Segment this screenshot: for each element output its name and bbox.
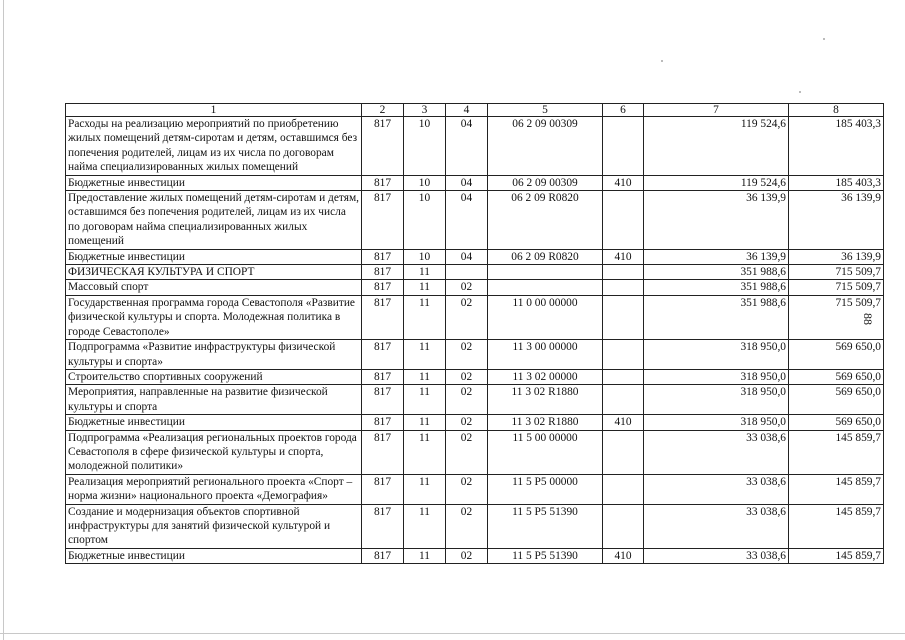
cell-subsection: 02 — [446, 295, 488, 339]
scan-speck — [823, 38, 825, 40]
cell-expense-type — [603, 265, 644, 280]
cell-name: Бюджетные инвестиции — [66, 548, 362, 563]
cell-target-article: 11 5 P5 51390 — [488, 504, 603, 548]
table-header-row — [66, 104, 884, 117]
cell-amount-year-2: 569 650,0 — [789, 385, 884, 415]
cell-subsection — [446, 265, 488, 280]
cell-target-article — [488, 265, 603, 280]
header-cell: 8 — [789, 104, 884, 117]
cell-amount-year-1: 318 950,0 — [644, 340, 789, 370]
cell-expense-type — [603, 117, 644, 176]
cell-name: Предоставление жилых помещений детям-сиротам и детям, оставшимся без попечения родителей, лицам из их числа по договорам найма специализированных жилых помещений — [66, 191, 362, 250]
table-body — [66, 104, 884, 564]
cell-subsection: 02 — [446, 548, 488, 563]
cell-expense-type — [603, 369, 644, 384]
cell-section: 10 — [404, 117, 446, 176]
cell-section: 11 — [404, 548, 446, 563]
cell-subsection: 02 — [446, 430, 488, 474]
cell-subsection: 04 — [446, 191, 488, 250]
cell-section: 11 — [404, 280, 446, 295]
table-row — [66, 340, 884, 370]
cell-subsection: 04 — [446, 117, 488, 176]
header-cell: 5 — [488, 104, 603, 117]
cell-amount-year-2: 185 403,3 — [789, 117, 884, 176]
table-row — [66, 415, 884, 430]
cell-expense-type — [603, 474, 644, 504]
cell-name: Подпрограмма «Развитие инфраструктуры физической культуры и спорта» — [66, 340, 362, 370]
cell-amount-year-1: 318 950,0 — [644, 385, 789, 415]
cell-name: Реализация мероприятий регионального проекта «Спорт – норма жизни» национального проекта «Демография» — [66, 474, 362, 504]
cell-admin-code: 817 — [362, 504, 404, 548]
cell-amount-year-2: 715 509,7 — [789, 265, 884, 280]
cell-admin-code: 817 — [362, 265, 404, 280]
cell-name: Массовый спорт — [66, 280, 362, 295]
cell-expense-type: 410 — [603, 415, 644, 430]
cell-admin-code: 817 — [362, 117, 404, 176]
cell-target-article: 11 5 00 00000 — [488, 430, 603, 474]
cell-section: 11 — [404, 295, 446, 339]
cell-section: 11 — [404, 504, 446, 548]
header-cell: 4 — [446, 104, 488, 117]
cell-section: 10 — [404, 175, 446, 190]
cell-subsection: 04 — [446, 175, 488, 190]
header-cell: 2 — [362, 104, 404, 117]
cell-amount-year-2: 715 509,7 — [789, 280, 884, 295]
cell-amount-year-2: 715 509,7 — [789, 295, 884, 339]
cell-subsection: 04 — [446, 249, 488, 264]
cell-expense-type — [603, 340, 644, 370]
header-cell: 7 — [644, 104, 789, 117]
cell-expense-type: 410 — [603, 548, 644, 563]
cell-admin-code: 817 — [362, 369, 404, 384]
table-row — [66, 117, 884, 176]
cell-subsection: 02 — [446, 504, 488, 548]
table-row — [66, 385, 884, 415]
cell-target-article — [488, 280, 603, 295]
cell-subsection: 02 — [446, 474, 488, 504]
cell-expense-type — [603, 430, 644, 474]
cell-target-article: 06 2 09 00309 — [488, 117, 603, 176]
cell-amount-year-2: 36 139,9 — [789, 191, 884, 250]
table-row — [66, 504, 884, 548]
cell-section: 11 — [404, 385, 446, 415]
cell-amount-year-1: 318 950,0 — [644, 415, 789, 430]
header-cell: 6 — [603, 104, 644, 117]
page-number — [861, 308, 875, 330]
cell-subsection: 02 — [446, 415, 488, 430]
cell-expense-type — [603, 191, 644, 250]
cell-target-article: 11 5 P5 00000 — [488, 474, 603, 504]
cell-target-article: 06 2 09 R0820 — [488, 249, 603, 264]
header-cell: 1 — [66, 104, 362, 117]
cell-target-article: 11 3 00 00000 — [488, 340, 603, 370]
scan-speck — [661, 60, 663, 62]
cell-amount-year-2: 569 650,0 — [789, 415, 884, 430]
cell-amount-year-1: 33 038,6 — [644, 474, 789, 504]
table-row — [66, 175, 884, 190]
cell-amount-year-2: 36 139,9 — [789, 249, 884, 264]
cell-amount-year-1: 351 988,6 — [644, 265, 789, 280]
cell-amount-year-1: 351 988,6 — [644, 280, 789, 295]
cell-amount-year-1: 318 950,0 — [644, 369, 789, 384]
cell-name: Государственная программа города Севастополя «Развитие физической культуры и спорта. Молодежная политика в городе Севастополе» — [66, 295, 362, 339]
cell-admin-code: 817 — [362, 415, 404, 430]
cell-admin-code: 817 — [362, 430, 404, 474]
cell-admin-code: 817 — [362, 295, 404, 339]
cell-amount-year-1: 36 139,9 — [644, 191, 789, 250]
cell-target-article: 06 2 09 R0820 — [488, 191, 603, 250]
scan-speck — [799, 91, 801, 93]
cell-target-article: 11 3 02 00000 — [488, 369, 603, 384]
cell-expense-type: 410 — [603, 249, 644, 264]
cell-target-article: 06 2 09 00309 — [488, 175, 603, 190]
cell-section: 11 — [404, 265, 446, 280]
cell-name: Бюджетные инвестиции — [66, 415, 362, 430]
budget-table — [65, 103, 884, 564]
cell-name: Создание и модернизация объектов спортивной инфраструктуры для занятий физической культурой и спортом — [66, 504, 362, 548]
cell-subsection: 02 — [446, 340, 488, 370]
cell-admin-code: 817 — [362, 249, 404, 264]
cell-target-article: 11 3 02 R1880 — [488, 385, 603, 415]
cell-name: Мероприятия, направленные на развитие физической культуры и спорта — [66, 385, 362, 415]
cell-expense-type — [603, 280, 644, 295]
cell-expense-type — [603, 385, 644, 415]
cell-name: Бюджетные инвестиции — [66, 175, 362, 190]
cell-name: Подпрограмма «Реализация региональных проектов города Севастополя в сфере физической культуры и спорта, молодежной политики» — [66, 430, 362, 474]
cell-amount-year-2: 185 403,3 — [789, 175, 884, 190]
cell-amount-year-1: 33 038,6 — [644, 504, 789, 548]
table-row — [66, 280, 884, 295]
cell-expense-type — [603, 504, 644, 548]
cell-expense-type — [603, 295, 644, 339]
cell-amount-year-2: 569 650,0 — [789, 340, 884, 370]
table-row — [66, 265, 884, 280]
cell-name: Расходы на реализацию мероприятий по приобретению жилых помещений детям-сиротам и детям, оставшимся без попечения родителей, лицам из их числа по договорам найма специализированных жилых помещений — [66, 117, 362, 176]
cell-admin-code: 817 — [362, 175, 404, 190]
cell-amount-year-1: 36 139,9 — [644, 249, 789, 264]
table-row — [66, 430, 884, 474]
cell-subsection: 02 — [446, 280, 488, 295]
cell-subsection: 02 — [446, 385, 488, 415]
cell-amount-year-2: 145 859,7 — [789, 548, 884, 563]
page-number-text: 88 — [861, 313, 875, 325]
table-row — [66, 369, 884, 384]
table-row — [66, 191, 884, 250]
cell-admin-code: 817 — [362, 548, 404, 563]
table-row — [66, 548, 884, 563]
table-row — [66, 249, 884, 264]
cell-amount-year-2: 145 859,7 — [789, 430, 884, 474]
cell-amount-year-1: 351 988,6 — [644, 295, 789, 339]
cell-section: 11 — [404, 474, 446, 504]
cell-amount-year-1: 119 524,6 — [644, 117, 789, 176]
cell-section: 10 — [404, 191, 446, 250]
cell-amount-year-2: 569 650,0 — [789, 369, 884, 384]
scan-edge-bottom — [0, 633, 905, 634]
header-cell: 3 — [404, 104, 446, 117]
cell-subsection: 02 — [446, 369, 488, 384]
cell-section: 11 — [404, 415, 446, 430]
cell-amount-year-1: 119 524,6 — [644, 175, 789, 190]
table-row — [66, 474, 884, 504]
cell-amount-year-2: 145 859,7 — [789, 474, 884, 504]
cell-section: 11 — [404, 340, 446, 370]
cell-admin-code: 817 — [362, 280, 404, 295]
cell-name: Строительство спортивных сооружений — [66, 369, 362, 384]
cell-section: 11 — [404, 430, 446, 474]
cell-target-article: 11 3 02 R1880 — [488, 415, 603, 430]
cell-admin-code: 817 — [362, 385, 404, 415]
cell-section: 11 — [404, 369, 446, 384]
cell-amount-year-2: 145 859,7 — [789, 504, 884, 548]
cell-target-article: 11 0 00 00000 — [488, 295, 603, 339]
cell-admin-code: 817 — [362, 191, 404, 250]
cell-target-article: 11 5 P5 51390 — [488, 548, 603, 563]
cell-section: 10 — [404, 249, 446, 264]
cell-amount-year-1: 33 038,6 — [644, 430, 789, 474]
cell-expense-type: 410 — [603, 175, 644, 190]
cell-name: Бюджетные инвестиции — [66, 249, 362, 264]
scan-edge-left — [3, 0, 4, 640]
cell-admin-code: 817 — [362, 474, 404, 504]
cell-amount-year-1: 33 038,6 — [644, 548, 789, 563]
table-row — [66, 295, 884, 339]
cell-name: ФИЗИЧЕСКАЯ КУЛЬТУРА И СПОРТ — [66, 265, 362, 280]
cell-admin-code: 817 — [362, 340, 404, 370]
